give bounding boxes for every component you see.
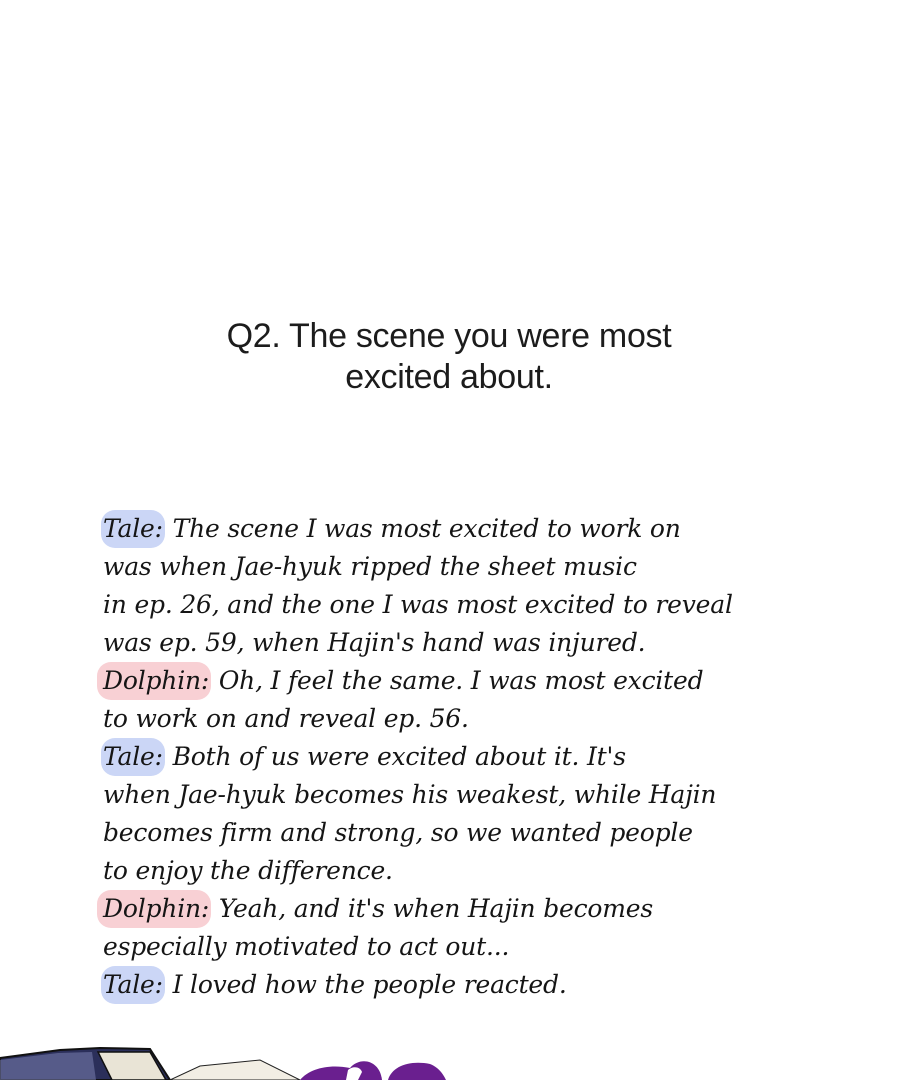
dialogue-line — [103, 852, 883, 890]
speaker-dolphin: Dolphin: — [97, 662, 211, 700]
dialogue-line — [103, 624, 883, 662]
panel-edge-illustration — [0, 1046, 898, 1080]
dialogue-text: I loved how the people reacted. — [164, 970, 567, 999]
dialogue-line — [103, 776, 883, 814]
dialogue-text: was when Jae-hyuk ripped the sheet music — [103, 552, 637, 581]
dialogue-text: to enjoy the difference. — [103, 856, 393, 885]
dialogue-line — [103, 738, 883, 776]
speaker-tale: Tale: — [101, 966, 165, 1004]
dialogue-text: The scene I was most excited to work on — [164, 514, 681, 543]
question-line-2: excited about. — [345, 358, 553, 396]
dialogue-text: in ep. 26, and the one I was most excited to reveal — [103, 590, 733, 619]
dialogue-line — [103, 662, 883, 700]
question-heading — [0, 316, 898, 398]
dialogue-line — [103, 928, 883, 966]
dialogue-text: when Jae-hyuk becomes his weakest, while Hajin — [103, 780, 717, 809]
dialogue-block — [103, 510, 883, 1004]
dialogue-text: Yeah, and it's when Hajin becomes — [211, 894, 653, 923]
dialogue-text: was ep. 59, when Hajin's hand was injured. — [103, 628, 646, 657]
dialogue-line — [103, 814, 883, 852]
speaker-tale: Tale: — [101, 510, 165, 548]
dialogue-text: Oh, I feel the same. I was most excited — [211, 666, 704, 695]
dialogue-line — [103, 510, 883, 548]
dialogue-text: becomes firm and strong, so we wanted people — [103, 818, 693, 847]
question-line-1: Q2. The scene you were most — [226, 317, 672, 355]
dialogue-line — [103, 966, 883, 1004]
dialogue-line — [103, 890, 883, 928]
dialogue-line — [103, 548, 883, 586]
dialogue-line — [103, 586, 883, 624]
next-panel-artwork — [0, 1046, 898, 1080]
dialogue-line — [103, 700, 883, 738]
speaker-tale: Tale: — [101, 738, 165, 776]
dialogue-text: especially motivated to act out... — [103, 932, 510, 961]
dialogue-text: to work on and reveal ep. 56. — [103, 704, 469, 733]
dialogue-text: Both of us were excited about it. It's — [164, 742, 626, 771]
speaker-dolphin: Dolphin: — [97, 890, 211, 928]
